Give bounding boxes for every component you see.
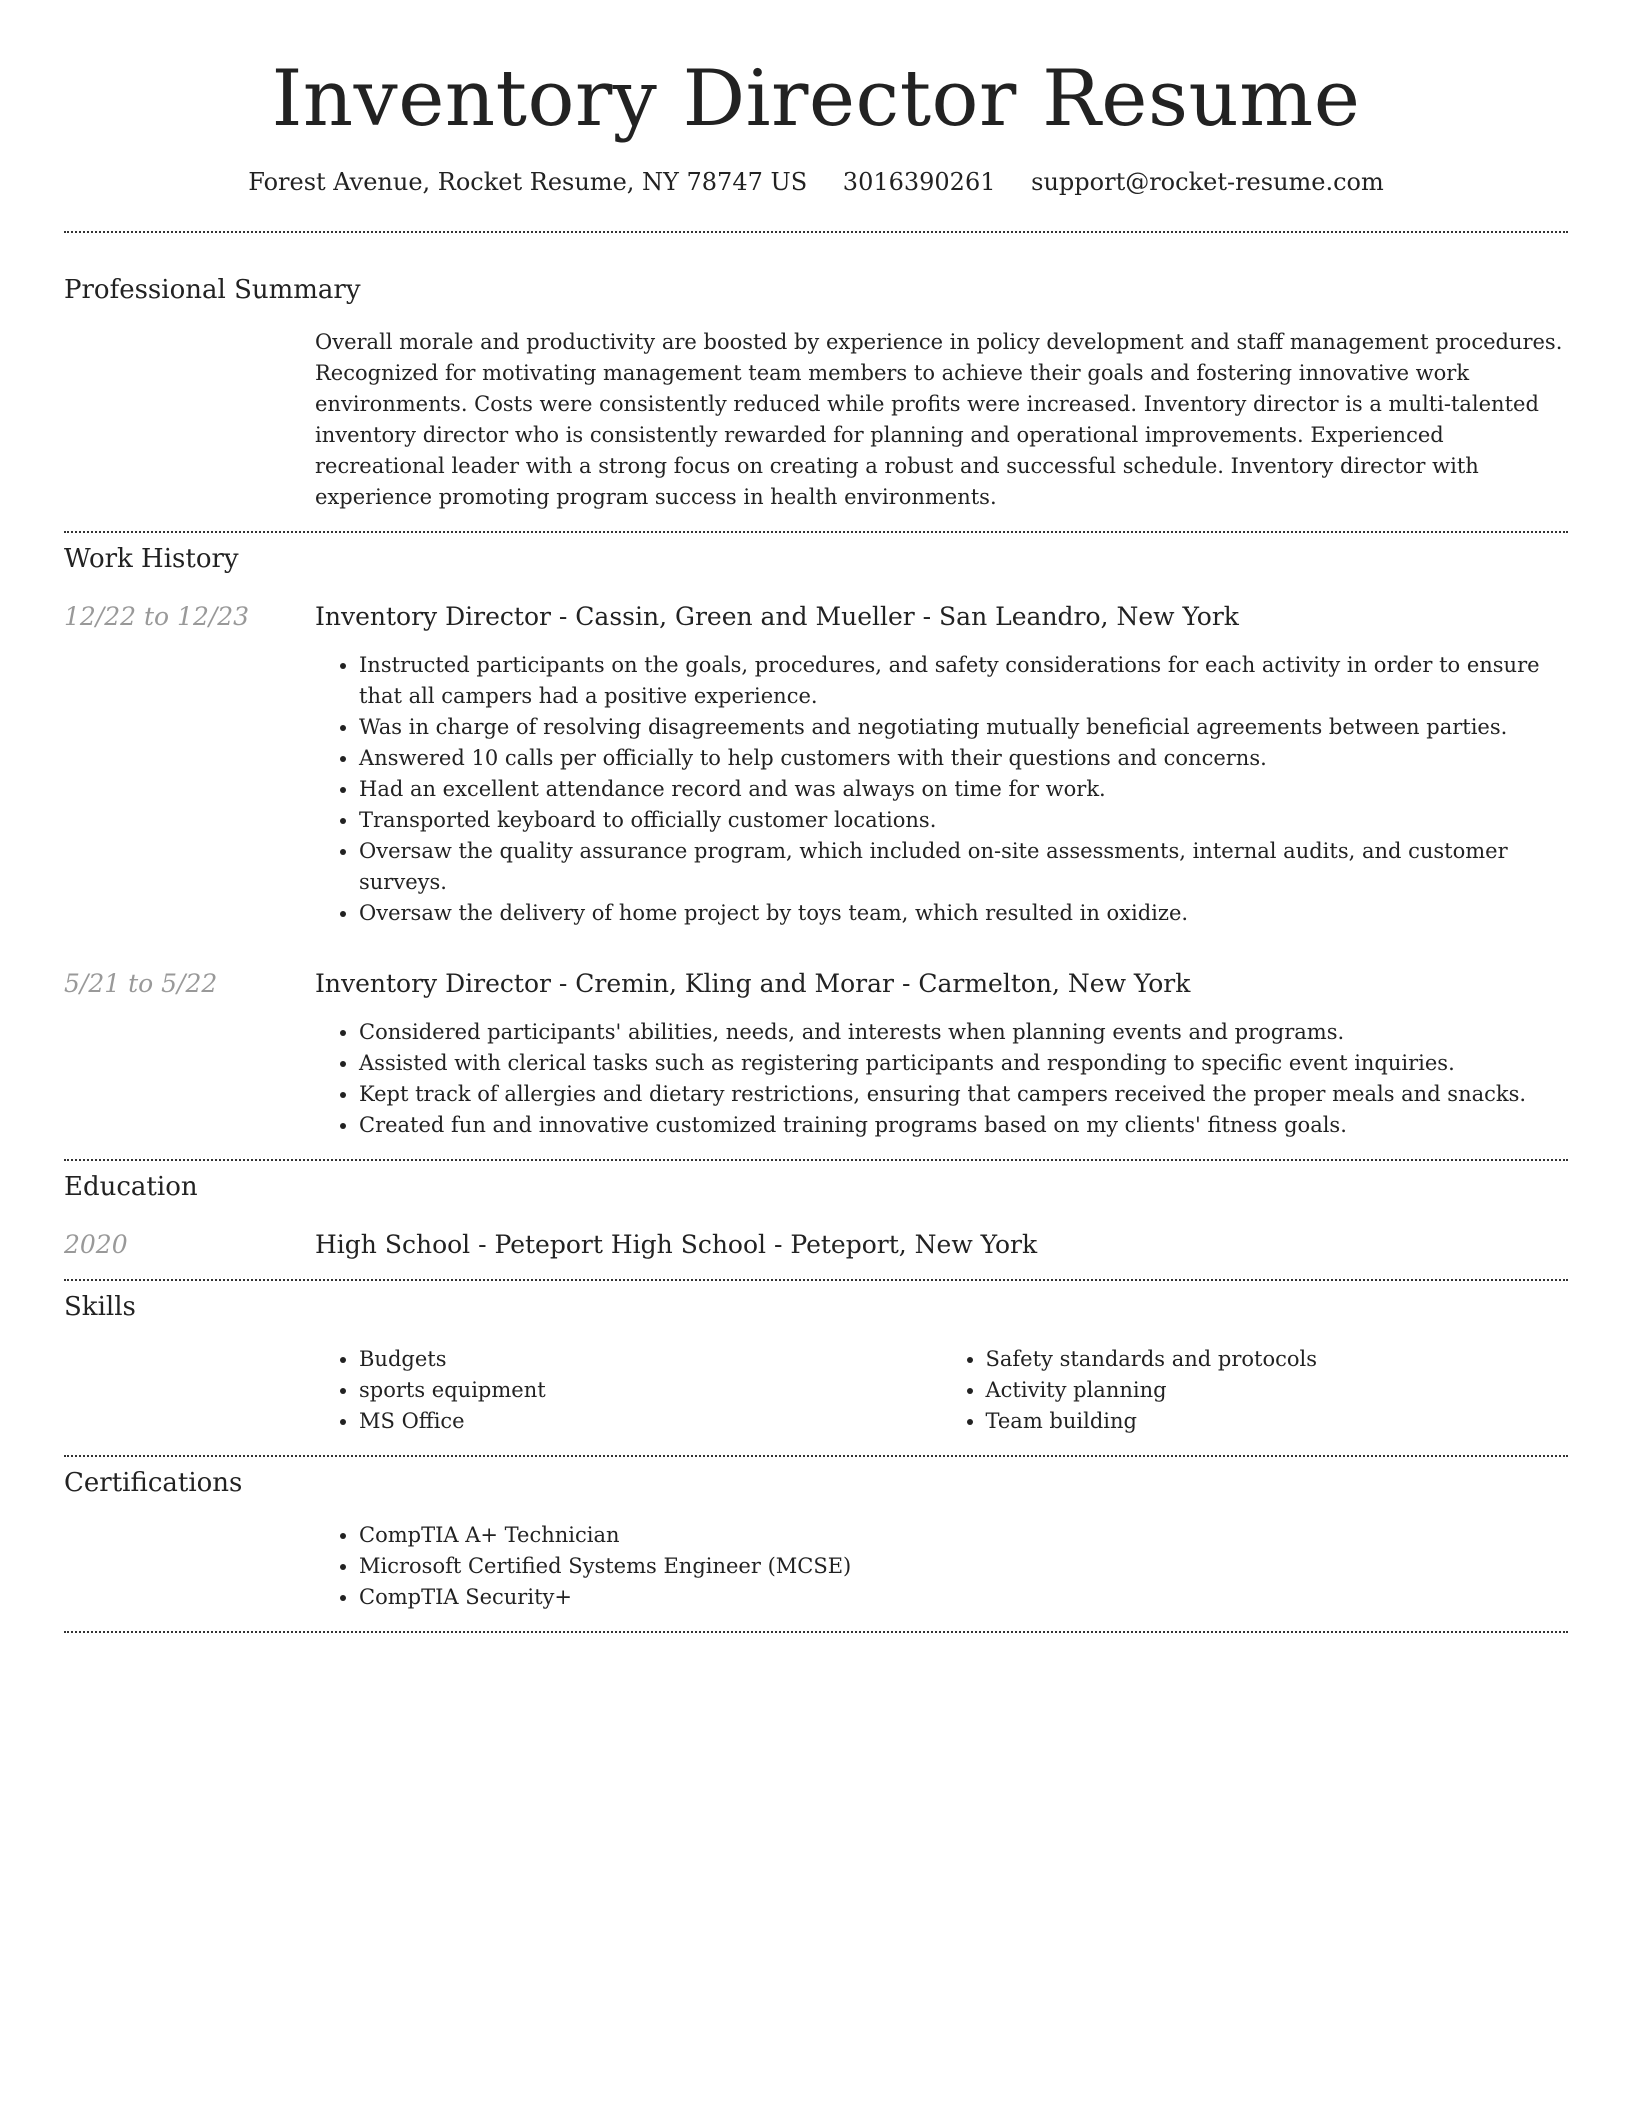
certification-item: • Microsoft Certified Systems Engineer (MCSE) bbox=[359, 1551, 1568, 1582]
list-item: • Oversaw the quality assurance program, which included on-site assessments, internal audits, and customer surveys. bbox=[359, 836, 1568, 898]
divider bbox=[64, 1631, 1568, 1633]
list-item: • Was in charge of resolving disagreements and negotiating mutually beneficial agreements between parties. bbox=[359, 712, 1568, 743]
list-item: • Instructed participants on the goals, procedures, and safety considerations for each activity in order to ensure that all campers had a positive experience. bbox=[359, 650, 1568, 712]
education-heading: High School - Peteport High School - Peteport, New York bbox=[315, 1230, 1038, 1259]
skill-item: • MS Office bbox=[359, 1406, 942, 1437]
job-heading: Inventory Director - Cassin, Green and Mueller - San Leandro, New York bbox=[315, 602, 1239, 631]
skill-item: • Team building bbox=[986, 1406, 1569, 1437]
certification-item: • CompTIA Security+ bbox=[359, 1582, 1568, 1613]
divider bbox=[64, 531, 1568, 533]
section-title-skills: Skills bbox=[64, 1292, 136, 1322]
resume-page bbox=[64, 0, 1568, 1633]
certifications-row bbox=[64, 1520, 1568, 1613]
job-entry bbox=[64, 602, 1568, 929]
summary-row bbox=[64, 327, 1568, 513]
divider bbox=[64, 231, 1568, 233]
list-item: • Had an excellent attendance record and was always on time for work. bbox=[359, 774, 1568, 805]
list-item: • Transported keyboard to officially customer locations. bbox=[359, 805, 1568, 836]
summary-text: Overall morale and productivity are boosted by experience in policy development and staff management procedures. Recognized for motivating management team members to achieve their goals and fostering innovative work environments. Costs were consistently reduced while profits were increased. Inventory director is a multi-talented inventory director who is consistently rewarded for planning and operational improvements. Experienced recreational leader with a strong focus on creating a robust and successful schedule. Inventory director with experience promoting program success in health environments. bbox=[315, 330, 1563, 509]
list-item: • Assisted with clerical tasks such as registering participants and responding to specific event inquiries. bbox=[359, 1048, 1568, 1079]
job-heading: Inventory Director - Cremin, Kling and Morar - Carmelton, New York bbox=[315, 969, 1191, 998]
section-title-certifications: Certifications bbox=[64, 1468, 243, 1498]
skills-row bbox=[64, 1344, 1568, 1437]
job-dates: 12/22 to 12/23 bbox=[64, 602, 250, 631]
list-item: • Kept track of allergies and dietary restrictions, ensuring that campers received the proper meals and snacks. bbox=[359, 1079, 1568, 1110]
section-title-summary: Professional Summary bbox=[64, 275, 361, 305]
certification-item: • CompTIA A+ Technician bbox=[359, 1520, 1568, 1551]
certifications-list bbox=[315, 1520, 1568, 1613]
list-item: • Answered 10 calls per officially to help customers with their questions and concerns. bbox=[359, 743, 1568, 774]
list-item: • Created fun and innovative customized training programs based on my clients' fitness goals. bbox=[359, 1110, 1568, 1141]
education-year: 2020 bbox=[64, 1230, 128, 1259]
job-bullets bbox=[315, 650, 1568, 929]
job-dates: 5/21 to 5/22 bbox=[64, 969, 218, 998]
skills-list-left bbox=[315, 1344, 942, 1437]
divider bbox=[64, 1159, 1568, 1161]
divider bbox=[64, 1455, 1568, 1457]
skills-list-right bbox=[942, 1344, 1569, 1437]
skill-item: • Activity planning bbox=[986, 1375, 1569, 1406]
list-item: • Oversaw the delivery of home project by toys team, which resulted in oxidize. bbox=[359, 898, 1568, 929]
skill-item: • Budgets bbox=[359, 1344, 942, 1375]
contact-line bbox=[64, 168, 1568, 196]
job-bullets bbox=[315, 1017, 1568, 1141]
list-item: • Considered participants' abilities, needs, and interests when planning events and programs. bbox=[359, 1017, 1568, 1048]
section-title-work-history: Work History bbox=[64, 544, 239, 574]
skill-item: • sports equipment bbox=[359, 1375, 942, 1406]
skill-item: • Safety standards and protocols bbox=[986, 1344, 1569, 1375]
divider bbox=[64, 1279, 1568, 1281]
contact-email: support@rocket-resume.com bbox=[1031, 168, 1384, 196]
contact-address: Forest Avenue, Rocket Resume, NY 78747 US bbox=[248, 168, 808, 196]
contact-phone: 3016390261 bbox=[842, 168, 996, 196]
education-entry bbox=[64, 1230, 1568, 1259]
section-title-education: Education bbox=[64, 1172, 198, 1202]
resume-title: Inventory Director Resume bbox=[271, 54, 1361, 144]
job-entry bbox=[64, 969, 1568, 1141]
